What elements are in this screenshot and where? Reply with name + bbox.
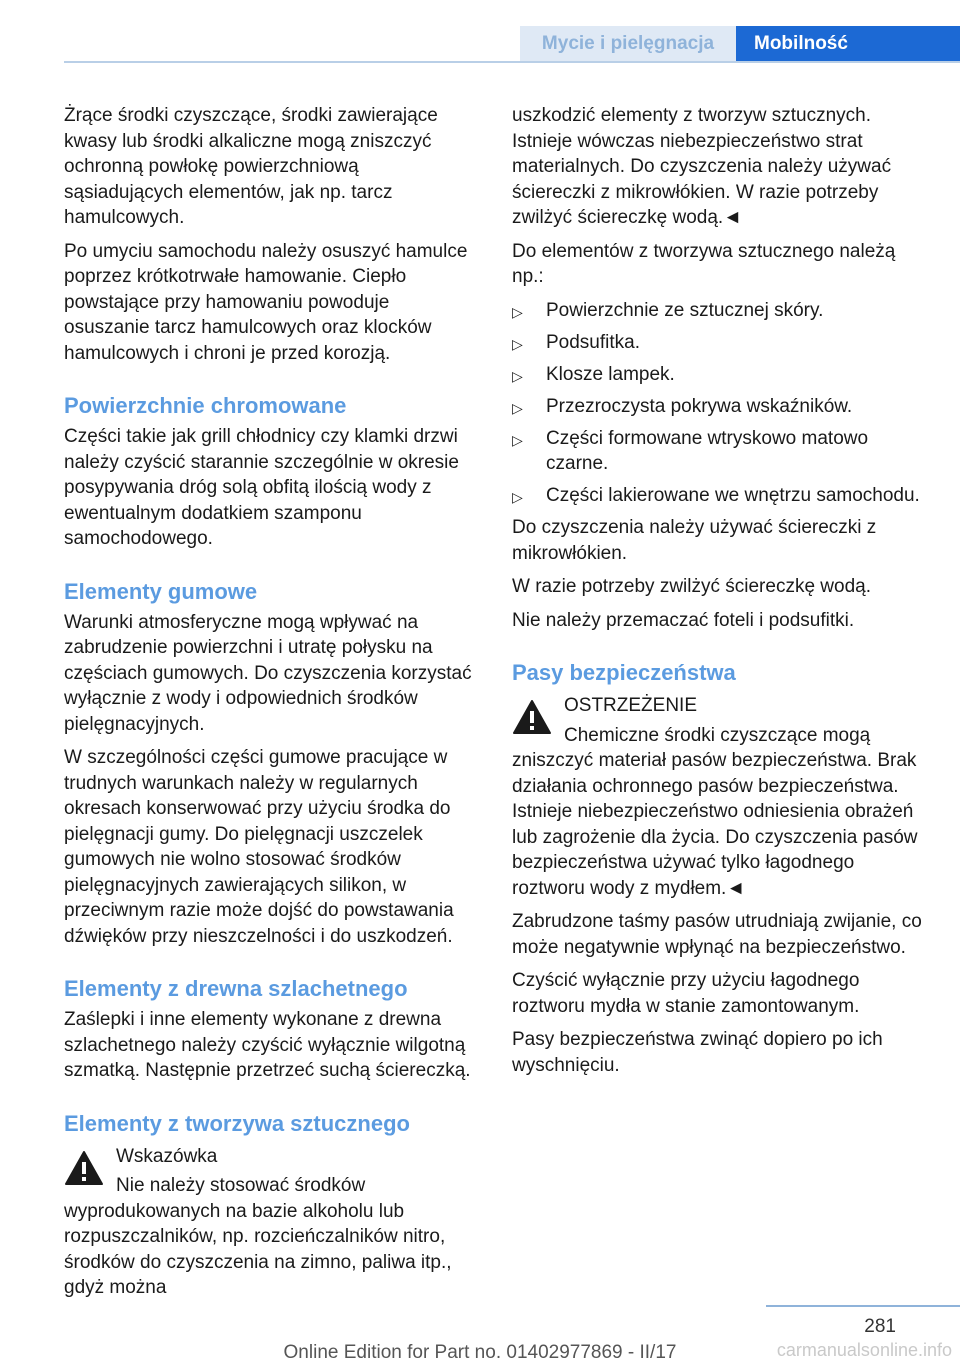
intro-paragraph-1: Żrące środki czyszczące, środki zawierające kwasy lub środki alkaliczne mogą zniszczyć ochronną powłokę powierzchniową sąsiadujących elementów, jak np. tarcz hamulcowych.: [64, 105, 438, 228]
plastic-list: [512, 298, 926, 509]
footer-rule: [766, 1305, 960, 1307]
left-column: [64, 103, 480, 1309]
page-number: 281: [864, 1316, 896, 1337]
watermark: carmanualsonline.info: [776, 1340, 952, 1360]
list-item-text: Klosze lampek.: [546, 363, 675, 385]
section-tab[interactable]: Mycie i pielęgnacja: [520, 26, 736, 61]
plastic-after-3: Nie należy przemaczać foteli i podsufitki.: [512, 609, 855, 631]
rubber-paragraph-1: Warunki atmosferyczne mogą wpływać na zabrudzenie powierzchni i utratę połysku na częściach gumowych. Do czyszczenia korzystać wyłącznie z wody i odpowiednich środków pielęgnacyjnych.: [64, 611, 472, 735]
triangle-right-icon: ▷: [512, 303, 523, 320]
belts-warning-title: OSTRZEŻENIE: [564, 695, 698, 716]
wood-heading: Elementy z drewna szlachetnego: [64, 976, 408, 1001]
plastic-after-1: Do czyszczenia należy używać ściereczki z mikrowłókien.: [512, 517, 877, 564]
triangle-right-icon: ▷: [512, 367, 523, 384]
triangle-right-icon: ▷: [512, 489, 523, 505]
belts-warning-text: [512, 723, 926, 902]
chrome-paragraph: Części takie jak grill chłodnicy czy klamki drzwi należy czyścić starannie szczególnie w okresie posypywania dróg solą obfitą ilością wody z ewentualnym dodatkiem szamponu samochodowego.: [64, 426, 459, 549]
belts-paragraph-3: Pasy bezpieczeństwa zwinąć dopiero po ich wyschnięciu.: [512, 1029, 883, 1076]
warning-triangle-icon: [64, 1150, 104, 1186]
list-item: [512, 426, 926, 477]
plastic-note-text-span: Nie należy stosować środków wyprodukowanych na bazie alkoholu lub rozpuszczalników, np. rozcieńczalników nitro, środków do czyszczenia na zimno, paliwa itp., gdyż można: [64, 1175, 452, 1298]
wood-paragraph: Zaślepki i inne elementy wykonane z drewna szlachetnego należy czyścić wyłącznie wilgotną szmatką. Następnie przetrzeć suchą ściereczką.: [64, 1009, 471, 1081]
belts-heading: Pasy bezpieczeństwa: [512, 660, 736, 685]
triangle-right-icon: ▷: [512, 399, 523, 416]
triangle-right-icon: ▷: [512, 431, 523, 448]
list-item: [512, 362, 926, 388]
plastic-note-text: [64, 1173, 480, 1301]
list-item: [512, 483, 926, 509]
plastic-note: [64, 1144, 480, 1170]
list-item: [512, 330, 926, 356]
list-item-text: Przezroczysta pokrywa wskaźników.: [546, 395, 853, 417]
warning-triangle-icon: [512, 699, 552, 735]
chapter-tab[interactable]: Mobilność: [736, 26, 960, 61]
belts-warning-text-span: Chemiczne środki czyszczące mogą zniszczyć materiał pasów bezpieczeństwa. Brak działania ochronnego pasów bezpieczeństwa. Istnieje niebezpieczeństwo odniesienia obrażeń lub zagrożenie dla życia. Do czyszczenia pasów bezpieczeństwa używać tylko łagodnego roztworu wody z mydłem.◄: [512, 724, 918, 899]
list-item-text: Podsufitka.: [546, 331, 640, 353]
plastic-after-2: W razie potrzeby zwilżyć ściereczkę wodą.: [512, 576, 871, 597]
plastic-note-continuation: uszkodzić elementy z tworzyw sztucznych. Istnieje wówczas niebezpieczeństwo strat materialnych. Do czyszczenia należy używać ściereczki z mikrowłókien. W razie potrzeby zwilżyć ściereczkę wodą.◄: [512, 105, 892, 228]
triangle-right-icon: ▷: [512, 335, 523, 352]
chrome-heading: Powierzchnie chromowane: [64, 393, 347, 418]
rubber-heading: Elementy gumowe: [64, 578, 258, 604]
list-item-text: Części lakierowane we wnętrzu samochodu.: [546, 485, 920, 506]
right-column: [512, 103, 926, 1086]
belts-paragraph-1: Zabrudzone taśmy pasów utrudniają zwijanie, co może negatywnie wpłynąć na bezpieczeństwo.: [512, 911, 922, 958]
plastic-note-title: Wskazówka: [116, 1145, 218, 1167]
list-item: [512, 394, 926, 420]
list-item-text: Części formowane wtryskowo matowo czarne.: [546, 427, 869, 474]
list-item: [512, 298, 926, 324]
plastic-heading: Elementy z tworzywa sztucznego: [64, 1110, 410, 1136]
intro-paragraph-2: Po umyciu samochodu należy osuszyć hamulce poprzez krótkotrwałe hamowanie. Ciepło powstające przy hamowaniu powoduje osuszanie tarcz hamulcowych oraz klocków hamulcowych i chroni je przed korozją.: [64, 240, 468, 364]
plastic-list-intro: Do elementów z tworzywa sztucznego należą np.:: [512, 240, 896, 287]
header-rule: [64, 61, 960, 63]
belts-warning: [512, 693, 926, 719]
list-item-text: Powierzchnie ze sztucznej skóry.: [546, 299, 824, 321]
belts-paragraph-2: Czyścić wyłącznie przy użyciu łagodnego roztworu mydła w stanie zamontowanym.: [512, 970, 860, 1017]
edition-footer: Online Edition for Part no. 01402977869 - II/17: [283, 1342, 677, 1363]
rubber-paragraph-2: W szczególności części gumowe pracujące w trudnych warunkach należy w regularnych okresach konserwować przy użyciu środka do pielęgnacji gumy. Do pielęgnacji uszczelek gumowych nie wolno stosować środków pielęgnacyjnych zawierających silikon, w przeciwnym razie może dojść do powstawania dźwięków przy nieszczelności i do uszkodzeń.: [64, 747, 454, 947]
